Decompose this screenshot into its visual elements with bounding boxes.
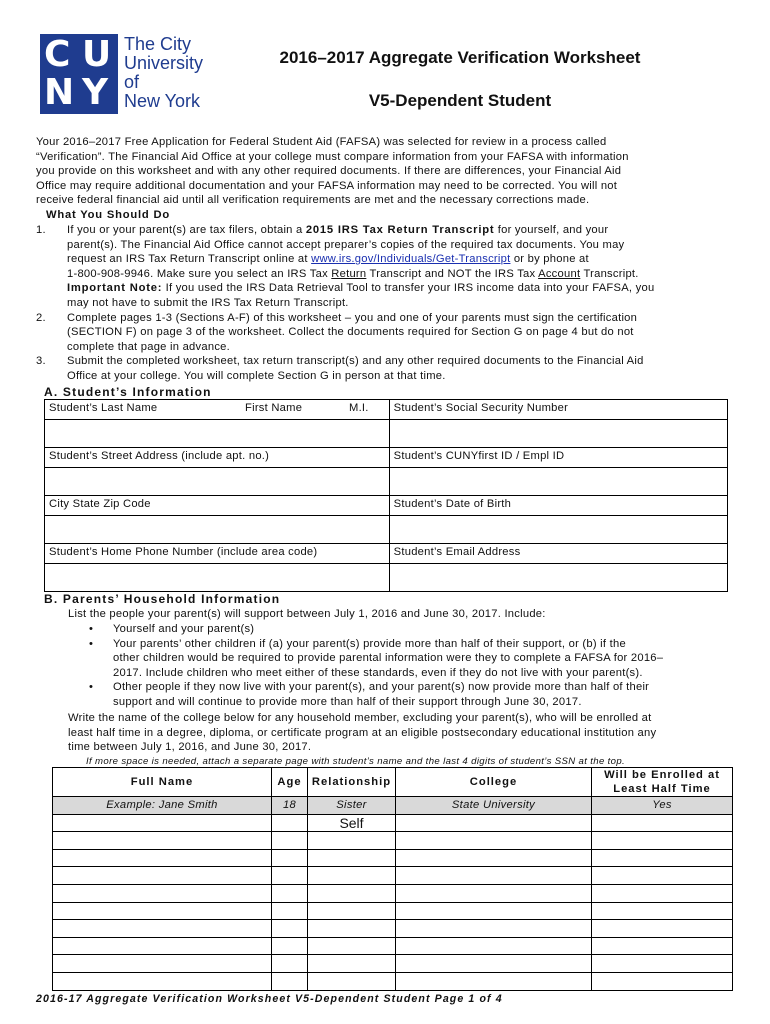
logo-letter-n: N xyxy=(44,72,74,113)
student-info-table xyxy=(44,399,728,592)
instruction-line: may not have to submit the IRS Tax Return Transcript. xyxy=(67,296,349,309)
bullet-glyph: • xyxy=(89,637,94,650)
logo-letter-y: Y xyxy=(82,72,108,113)
page-title: 2016–2017 Aggregate Verification Worksheet xyxy=(279,48,641,67)
household-age-field[interactable] xyxy=(272,972,308,990)
household-college-field[interactable] xyxy=(396,920,592,938)
college-instructions xyxy=(68,711,758,755)
logo-letter-c: C xyxy=(44,34,70,75)
example-name: Example: Jane Smith xyxy=(53,797,272,815)
section-b-intro: List the people your parent(s) will support between July 1, 2016 and June 30, 2017. Include: xyxy=(68,608,546,620)
col-college: College xyxy=(396,768,592,797)
table-row xyxy=(53,849,733,867)
household-relationship-field[interactable] xyxy=(308,937,396,955)
household-relationship-field[interactable] xyxy=(308,832,396,850)
household-enrolled-field[interactable] xyxy=(592,955,733,973)
household-relationship-field[interactable] xyxy=(308,902,396,920)
text: Transcript. xyxy=(580,267,639,280)
item-number: 1. xyxy=(36,224,46,236)
email-label: Student’s Email Address xyxy=(389,544,727,564)
self-relationship: Self xyxy=(308,814,396,832)
section-b-heading: B. Parents’ Household Information xyxy=(44,592,281,606)
household-college-field[interactable] xyxy=(396,867,592,885)
intro-line: you provide on this worksheet and with any other required documents. If there are differences, your Financial Aid xyxy=(36,165,622,178)
household-name-field[interactable] xyxy=(53,972,272,990)
mi-label: M.I. xyxy=(349,402,369,414)
instructions-list xyxy=(36,223,756,384)
cuny-logo xyxy=(40,34,210,118)
household-age-field[interactable] xyxy=(272,955,308,973)
home-phone-label: Student’s Home Phone Number (include area code) xyxy=(45,544,390,564)
household-college-field[interactable] xyxy=(396,814,592,832)
bullet-item xyxy=(84,637,754,681)
household-age-field[interactable] xyxy=(272,849,308,867)
instruction-line: complete that page in advance. xyxy=(67,340,230,353)
household-age-field[interactable] xyxy=(272,884,308,902)
household-age-field[interactable] xyxy=(272,867,308,885)
text: Transcript and NOT the IRS Tax xyxy=(366,267,539,280)
logo-letter-u: U xyxy=(82,34,111,75)
example-college: State University xyxy=(396,797,592,815)
table-row xyxy=(53,884,733,902)
text: 1-800-908-9946. Make sure you select an IRS Tax xyxy=(67,267,332,280)
underlined-return: Return xyxy=(331,267,367,280)
logo-text-line: University xyxy=(124,53,204,73)
instruction-item-3 xyxy=(36,354,756,383)
street-address-field[interactable] xyxy=(45,468,390,496)
household-enrolled-field[interactable] xyxy=(592,832,733,850)
table-row xyxy=(53,867,733,885)
bullet-line: Your parents’ other children if (a) your parent(s) provide more than half of their support, or (b) if the xyxy=(113,637,626,650)
important-note-label: Important Note: xyxy=(67,282,163,295)
household-college-field[interactable] xyxy=(396,902,592,920)
household-college-field[interactable] xyxy=(396,884,592,902)
household-enrolled-field[interactable] xyxy=(592,937,733,955)
street-label: Student’s Street Address (include apt. no.) xyxy=(45,448,390,468)
logo-text-line: New York xyxy=(124,91,201,111)
household-relationship-field[interactable] xyxy=(308,955,396,973)
city-state-zip-field[interactable] xyxy=(45,516,390,544)
cuny-logo-mark xyxy=(40,34,118,114)
page-subtitle: V5-Dependent Student xyxy=(368,91,552,110)
household-college-field[interactable] xyxy=(396,832,592,850)
household-enrolled-field[interactable] xyxy=(592,867,733,885)
example-relationship: Sister xyxy=(308,797,396,815)
household-age-field[interactable] xyxy=(272,937,308,955)
logo-text-line: The City xyxy=(124,34,192,54)
household-name-field[interactable] xyxy=(53,867,272,885)
text: or by phone at xyxy=(510,253,589,266)
student-ssn-field[interactable] xyxy=(389,420,727,448)
intro-line: “Verification”. The Financial Aid Office at your college must compare information from your FAFSA with information xyxy=(36,150,629,163)
bullet-glyph: • xyxy=(89,681,94,694)
household-name-field[interactable] xyxy=(53,849,272,867)
name-label-cell xyxy=(45,400,390,420)
bullet-item xyxy=(84,680,754,709)
item-number: 2. xyxy=(36,311,46,324)
instruction-line xyxy=(67,223,756,238)
page-footer: 2016-17 Aggregate Verification Worksheet V5-Dependent Student Page 1 of 4 xyxy=(36,993,503,1005)
table-row xyxy=(53,955,733,973)
text: If you or your parent(s) are tax filers, obtain a xyxy=(67,224,306,236)
table-row xyxy=(53,972,733,990)
instruction-line: Complete pages 1-3 (Sections A-F) of this worksheet – you and one of your parents must sign the certification xyxy=(67,311,638,324)
household-bullets xyxy=(84,622,754,710)
dob-field[interactable] xyxy=(389,516,727,544)
household-name-field[interactable] xyxy=(53,902,272,920)
bullet-line: support and will continue to provide more than half of their support through June 30, 2017. xyxy=(113,695,582,708)
household-age-field[interactable] xyxy=(272,814,308,832)
last-name-label: Student’s Last Name xyxy=(49,402,158,414)
student-name-field[interactable] xyxy=(45,420,390,448)
household-name-field[interactable] xyxy=(53,920,272,938)
instruction-line: time between July 1, 2016, and June 30, 2017. xyxy=(68,741,312,754)
household-college-field[interactable] xyxy=(396,937,592,955)
household-college-field[interactable] xyxy=(396,955,592,973)
bullet-line: 2017. Include children who meet either of these standards, even if they do not live with your parent(s). xyxy=(113,666,643,679)
household-table xyxy=(52,767,733,991)
dob-label: Student’s Date of Birth xyxy=(389,496,727,516)
instruction-line: Submit the completed worksheet, tax return transcript(s) and any other required documents to the Financial Aid xyxy=(67,355,644,368)
household-enrolled-field[interactable] xyxy=(592,920,733,938)
instruction-line: (SECTION F) on page 3 of the worksheet. Collect the documents required for Section G on page 4 but do not xyxy=(67,326,634,339)
col-relationship: Relationship xyxy=(308,768,396,797)
instruction-line: Write the name of the college below for any household member, excluding your parent(s), who will be enrolled at xyxy=(68,712,652,724)
household-name-field[interactable] xyxy=(53,884,272,902)
what-to-do-heading: What You Should Do xyxy=(46,209,170,221)
household-relationship-field[interactable] xyxy=(308,849,396,867)
instruction-line xyxy=(67,281,756,296)
household-name-field[interactable] xyxy=(53,832,272,850)
tax-transcript-emphasis: 2015 IRS Tax Return Transcript xyxy=(305,224,495,236)
household-college-field[interactable] xyxy=(396,972,592,990)
intro-line: Your 2016–2017 Free Application for Federal Student Aid (FAFSA) was selected for review in a process called xyxy=(36,136,607,148)
bullet-item xyxy=(84,622,754,637)
col-enrolled-line2: Least Half Time xyxy=(613,783,711,795)
instruction-line: parent(s). The Financial Aid Office cannot accept preparer’s copies of the required tax documents. You may xyxy=(67,238,625,251)
cunyfirst-id-field[interactable] xyxy=(389,468,727,496)
household-enrolled-field[interactable] xyxy=(592,972,733,990)
household-name-field[interactable] xyxy=(53,955,272,973)
table-row xyxy=(53,902,733,920)
irs-transcript-link[interactable]: www.irs.gov/Individuals/Get-Transcript xyxy=(311,253,511,266)
city-state-zip-label: City State Zip Code xyxy=(45,496,390,516)
section-a-heading: A. Student’s Information xyxy=(44,385,212,399)
household-age-field[interactable] xyxy=(272,902,308,920)
instruction-line xyxy=(67,252,756,267)
household-name-field[interactable] xyxy=(53,814,272,832)
household-enrolled-field[interactable] xyxy=(592,814,733,832)
household-relationship-field[interactable] xyxy=(308,884,396,902)
household-enrolled-field[interactable] xyxy=(592,849,733,867)
col-full-name: Full Name xyxy=(53,768,272,797)
household-college-field[interactable] xyxy=(396,849,592,867)
intro-paragraph xyxy=(36,135,746,208)
item-number: 3. xyxy=(36,355,46,368)
col-age: Age xyxy=(272,768,308,797)
first-name-label: First Name xyxy=(245,402,303,414)
text: for yourself, and your xyxy=(494,224,609,236)
example-age: 18 xyxy=(272,797,308,815)
table-row xyxy=(53,832,733,850)
household-age-field[interactable] xyxy=(272,920,308,938)
instruction-line: least half time in a degree, diploma, or certificate program at an eligible postsecondary educational institution any xyxy=(68,726,657,739)
bullet-line: Other people if they now live with your parent(s), and your parent(s) now provide more than half of their xyxy=(113,681,650,694)
bullet-glyph: • xyxy=(89,623,94,635)
underlined-account: Account xyxy=(538,267,581,280)
instruction-item-2 xyxy=(36,311,756,355)
household-relationship-field[interactable] xyxy=(308,867,396,885)
household-enrolled-field[interactable] xyxy=(592,902,733,920)
cunyfirst-id-label: Student’s CUNYfirst ID / Empl ID xyxy=(389,448,727,468)
logo-text-line: of xyxy=(124,72,140,92)
household-relationship-field[interactable] xyxy=(308,972,396,990)
home-phone-field[interactable] xyxy=(45,564,390,592)
bullet-line: other children would be required to provide parental information were they to complete a FAFSA for 2016– xyxy=(113,652,664,665)
table-row xyxy=(53,920,733,938)
ssn-label: Student’s Social Security Number xyxy=(389,400,727,420)
bullet-line: Yourself and your parent(s) xyxy=(113,623,255,635)
instruction-line: Office at your college. You will complete Section G in person at that time. xyxy=(67,369,446,382)
household-enrolled-field[interactable] xyxy=(592,884,733,902)
intro-line: Office may require additional documentation and your FAFSA information may need to be corrected. You will not xyxy=(36,179,618,192)
text: If you used the IRS Data Retrieval Tool to transfer your IRS income data into your FAFSA, you xyxy=(162,282,655,295)
table-row xyxy=(53,937,733,955)
household-relationship-field[interactable] xyxy=(308,920,396,938)
col-enrolled xyxy=(592,768,733,797)
extra-space-note: If more space is needed, attach a separate page with student’s name and the last 4 digits of student’s SSN at the top. xyxy=(86,756,626,767)
household-name-field[interactable] xyxy=(53,937,272,955)
instruction-item-1 xyxy=(36,223,756,311)
example-enrolled: Yes xyxy=(592,797,733,815)
household-age-field[interactable] xyxy=(272,832,308,850)
email-field[interactable] xyxy=(389,564,727,592)
col-enrolled-line1: Will be Enrolled at xyxy=(604,769,720,781)
instruction-line xyxy=(67,267,756,282)
text: request an IRS Tax Return Transcript online at xyxy=(67,253,312,266)
intro-line: receive federal financial aid until all verification requirements are met and the necessary corrections made. xyxy=(36,194,590,207)
